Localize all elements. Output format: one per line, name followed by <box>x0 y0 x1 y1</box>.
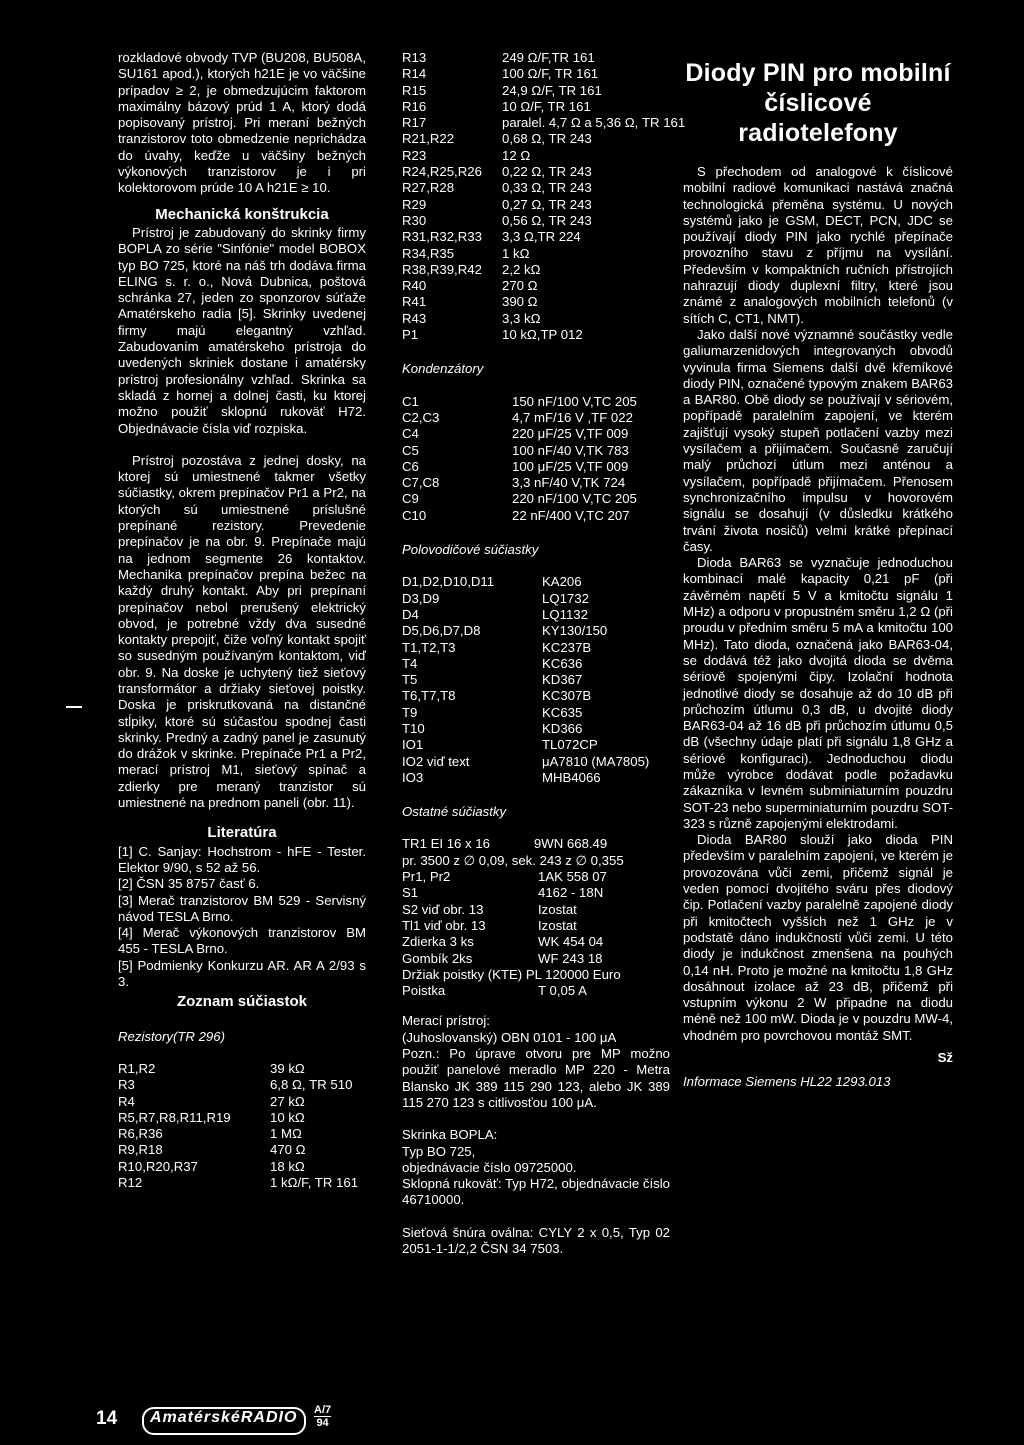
resistor-value: paralel. 4,7 Ω a 5,36 Ω, TR 161 <box>502 115 686 131</box>
magazine-logo-text: AmatérskéRADIO <box>150 1409 298 1426</box>
resistor-designator: R43 <box>402 310 427 326</box>
capacitor-row <box>402 508 670 524</box>
semiconductor-value: LQ1732 <box>542 590 589 606</box>
semiconductor-designator: T6,T7,T8 <box>402 688 456 704</box>
semiconductor-row <box>402 591 670 607</box>
resistor-value: 249 Ω/F,TR 161 <box>502 50 595 65</box>
semiconductor-row <box>402 640 670 656</box>
part-row <box>402 885 670 901</box>
semiconductor-designator: T10 <box>402 720 425 736</box>
capacitor-row <box>402 394 670 410</box>
resistor-designator: R31,R32,R33 <box>402 229 482 245</box>
literature-item: [4] Merač výkonových tranzistorov BM 455 - TESLA Brno. <box>118 925 366 957</box>
literature-item: [1] C. Sanjay: Hochstrom - hFE - Tester. Elektor 9/90, s 52 až 56. <box>118 843 366 875</box>
literature-item: [5] Podmienky Konkurzu AR. AR A 2/93 s 3. <box>118 957 366 990</box>
resistor-row <box>402 50 670 66</box>
capacitor-value: 100 μF/25 V,TF 009 <box>512 458 629 474</box>
issue-bottom: 94 <box>314 1416 331 1429</box>
capacitor-row <box>402 475 670 491</box>
resistor-value: 0,56 Ω, TR 243 <box>502 212 592 228</box>
semiconductor-row <box>402 754 670 770</box>
resistor-value: 1 kΩ/F, TR 161 <box>270 1175 359 1190</box>
part-row <box>402 951 670 967</box>
semiconductor-value: KD366 <box>542 720 583 736</box>
resistor-designator: R9,R18 <box>118 1142 163 1158</box>
resistor-row <box>402 131 670 147</box>
resistor-designator: R16 <box>402 98 427 114</box>
literature-item: [2] ČSN 35 8757 časť 6. <box>118 876 260 892</box>
semiconductor-value: KY130/150 <box>542 623 608 639</box>
resistor-row <box>402 180 670 196</box>
resistor-value: 0,33 Ω, TR 243 <box>502 180 592 196</box>
resistor-row <box>118 1077 366 1093</box>
resistor-value: 100 Ω/F, TR 161 <box>502 66 599 82</box>
resistor-designator: R12 <box>118 1175 143 1190</box>
resistor-value: 39 kΩ <box>270 1060 305 1076</box>
column-middle <box>402 50 686 1257</box>
semiconductor-row <box>402 607 670 623</box>
capacitor-value: 220 μF/25 V,TF 009 <box>512 426 629 442</box>
semiconductor-row <box>402 574 670 590</box>
part-row <box>402 918 670 934</box>
resistor-row <box>402 148 670 164</box>
cord-note: Sieťová šnúra oválna: CYLY 2 x 0,5, Typ 02 2051-1-1/2,2 ČSN 34 7503. <box>402 1224 670 1256</box>
resistor-row <box>402 311 670 327</box>
resistor-designator: R30 <box>402 212 427 228</box>
margin-mark <box>66 706 82 708</box>
capacitor-value: 150 nF/100 V,TC 205 <box>512 393 637 409</box>
capacitor-row <box>402 410 670 426</box>
resistor-row <box>118 1159 366 1175</box>
semiconductor-row <box>402 721 670 737</box>
capacitor-table <box>402 394 670 524</box>
resistor-value: 18 kΩ <box>270 1158 305 1174</box>
part-value: Izostat <box>538 917 577 933</box>
resistor-row <box>118 1110 366 1126</box>
resistor-designator: R4 <box>118 1093 135 1109</box>
capacitor-designator: C4 <box>402 426 419 442</box>
resistor-designator: R3 <box>118 1077 135 1093</box>
resistor-value: 2,2 kΩ <box>502 261 541 277</box>
semiconductor-row <box>402 705 670 721</box>
capacitor-designator: C7,C8 <box>402 475 440 491</box>
part-designator: Tl1 viď obr. 13 <box>402 917 486 933</box>
transformer-winding: pr. 3500 z ∅ 0,09, sek. 243 z ∅ 0,355 <box>402 852 624 868</box>
part-row <box>402 934 670 950</box>
handle-note: Sklopná rukoväť: Typ H72, objednávacie číslo 46710000. <box>402 1176 670 1208</box>
resistor-row <box>402 83 670 99</box>
literature-heading: Literatúra <box>207 824 277 842</box>
capacitor-value: 220 nF/100 V,TC 205 <box>512 491 637 507</box>
capacitor-value: 4,7 mF/16 V ,TF 022 <box>512 409 633 425</box>
semiconductor-row <box>402 688 670 704</box>
article-paragraph-1: S přechodem od analogové k číslicové mobilní radiové komunikaci nastává značná technologická přeměna systému. U nových systémů jako je GSM, DECT, PCN, JDC se používají diody PIN jako rychlé přepínače provozního stavu z příjmu na vysílání. Především v kompaktních ručních přístrojích nahrazují diody duplexní filtry, které jsou známé z analogových mobilních telefonů (v sítích C, CT1, NMT). <box>683 164 953 326</box>
semiconductor-designator: D5,D6,D7,D8 <box>402 623 481 639</box>
resistor-value: 10 Ω/F, TR 161 <box>502 98 591 114</box>
part-value: WF 243 18 <box>538 950 603 966</box>
resistor-designator: R34,R35 <box>402 245 455 261</box>
semiconductors-heading: Polovodičové súčiastky <box>402 542 539 558</box>
capacitor-designator: C2,C3 <box>402 409 440 425</box>
resistor-designator: R5,R7,R8,R11,R19 <box>118 1109 231 1125</box>
meter-note: Pozn.: Po úprave otvoru pre MP možno použiť panelové meradlo MP 220 - Metra Blansko JK 389 115 290 123, alebo JK 389 115 270 123 s citlivosťou 100 μA. <box>402 1046 670 1110</box>
semiconductor-designator: IO3 <box>402 769 424 785</box>
other-parts-table <box>402 869 670 967</box>
article-paragraph-3: Dioda BAR63 se vyznačuje jednoduchou kombinací malé kapacity 0,21 pF (při závěrném napětí 5 V a kmitočtu signálu 1 MHz) a odporu v propustném směru 1,2 Ω (při proudu v předním směru 5 mA a kmitočtu 100 MHz). Tato dioda, označená jako BAR63-04, se dodává též jako dvojitá dioda se dvěma sériově spojenými čipy. Izolační hodnota jednotlivé diody se dosahuje až do 10 dB při průchozím útlumu 0,3 dB, u dvojité diody BAR63-04 až 16 dB při průchozím útlumu 0,5 dB (všechny údaje platí při signálu 1,8 GHz a sériové konfiguraci). Jednoduchou diodu může výrobce dodávat podle požadavku zákazníka v levném subminiaturním pouzdru SOT-23 nebo superminiaturním pouzdru SOT-323 s různě zapojenými elektrodami. <box>683 555 953 831</box>
semiconductor-row <box>402 737 670 753</box>
semiconductor-row <box>402 656 670 672</box>
capacitors-heading: Kondenzátory <box>402 361 484 377</box>
box-order: objednávacie číslo 09725000. <box>402 1159 577 1175</box>
resistor-row <box>402 246 670 262</box>
part-designator: Pr1, Pr2 <box>402 869 451 885</box>
source-note: Informace Siemens HL22 1293.013 <box>683 1074 891 1090</box>
semiconductor-row <box>402 623 670 639</box>
part-row <box>402 869 670 885</box>
capacitor-row <box>402 426 670 442</box>
semiconductor-value: KC636 <box>542 655 583 671</box>
resistor-designator: R14 <box>402 66 427 82</box>
semiconductor-value: KC307B <box>542 688 592 704</box>
part-value: WK 454 04 <box>538 934 604 950</box>
resistor-designator: R17 <box>402 115 427 131</box>
resistor-value: 6,8 Ω, TR 510 <box>270 1077 353 1093</box>
resistor-value: 3,3 Ω,TR 224 <box>502 229 581 245</box>
semiconductor-row <box>402 672 670 688</box>
parts-heading: Zoznam súčiastok <box>176 993 308 1011</box>
semiconductor-value: KA206 <box>542 574 582 590</box>
column-right <box>683 50 953 1091</box>
column-left <box>118 50 366 1191</box>
capacitor-row <box>402 491 670 507</box>
resistor-row <box>402 164 670 180</box>
semiconductor-designator: D4 <box>402 606 419 622</box>
capacitor-designator: C6 <box>402 458 419 474</box>
semiconductor-designator: D3,D9 <box>402 590 440 606</box>
author-signature: Sž <box>937 1050 953 1066</box>
part-designator: Zdierka 3 ks <box>402 934 474 950</box>
resistor-designator: R15 <box>402 82 427 98</box>
box-type: Typ BO 725, <box>402 1143 476 1159</box>
resistor-designator: R38,R39,R42 <box>402 261 482 277</box>
semiconductor-designator: IO2 viď text <box>402 753 470 769</box>
resistor-value: 1 MΩ <box>270 1126 302 1142</box>
resistor-value: 1 kΩ <box>502 245 530 261</box>
mech-paragraph-2: Prístroj pozostáva z jednej dosky, na ktorej sú umiestnené takmer všetky súčiastky, okrem prepínačov Pr1 a Pr2, na ktorých sú umiestnené príslušné prepínané rezistory. Prevedenie prepínačov je na obr. 9. Prepínače majú na jednom segmente 26 kontaktov. Mechanika prepínačov prepína bežec na každý druhý kontakt. Aby pri prepínaní prepínačov nebol prerušený elektrický obvod, je potrebné vždy dva susedné kontakty prepojiť, čiže voľný kontakt spojiť so susedným používaným kontaktom, viď obr. 9. Na doske je uchytený tiež sieťový transformátor a držiaky sieťovej poistky. Doska je priskrutkovaná na distančné stĺpiky, ktoré sú súčasťou spodnej časti skrinky. Predný a zadný panel je zasunutý do drážok v skrinke. Prepínače Pr1 a Pr2, merací prístroj M1, sieťový spínač a zdierky pre meraný tranzistor sú umiestnené na prednom paneli (obr. 11). <box>118 452 366 811</box>
transformer-line: TR1 EI 16 x 16 9WN 668.49 <box>402 836 608 852</box>
resistor-row <box>402 229 670 245</box>
semiconductor-value: μA7810 (MA7805) <box>542 753 650 769</box>
part-designator: S2 viď obr. 13 <box>402 901 484 917</box>
capacitor-row <box>402 443 670 459</box>
resistor-designator: R6,R36 <box>118 1126 163 1142</box>
part-designator: S1 <box>402 885 419 901</box>
article-paragraph-4: Dioda BAR80 slouží jako dioda PIN především v paralelním zapojení, ve kterém je provozována vůči zemi, přičemž signál je veden pomocí dvojitého sváru přes diodový čip. Potlačení vazby paralelně zapojené diody při kmitočtech vyšších než 1 GHz je v podstatě dáno indukčností vůči zemi. U této diody je indukčnost zmenšena na pouhých 0,14 nH. Proto je možné na kmitočtu 1,8 GHz dosáhnout izolace až 23 dB, přičemž při vstupním výkonu 2 W připadne na diodu méně než 100 mW. Dioda je v pouzdru MW-4, vhodném pro povrchovou montáž SMT. <box>683 832 953 1043</box>
capacitor-value: 3,3 nF/40 V,TK 724 <box>512 475 626 491</box>
resistor-designator: R21,R22 <box>402 131 455 147</box>
fuse-value: T 0,05 A <box>538 983 587 999</box>
semiconductor-designator: IO1 <box>402 737 424 753</box>
mech-paragraph-1: Prístroj je zabudovaný do skrinky firmy BOPLA zo série "Sinfónie" model BOBOX typ BO 725, ktoré na náš trh dodáva firma ELING s. r. o., Nová Dubnica, poštová schránka 27, jeden zo sponzorov súťaže Amatérskeho radia [5]. Skrinky uvedenej firmy majú elegantný vzhľad. Zabudovaním amatérskeho prístroja do uvedených skriniek dostane i amatérsky prístroj profesionálny vzhľad. Skrinka sa skladá z hornej a dolnej časti, ku ktorej možno použiť sklopnú rukoväť H72. Objednávacie čísla viď rozpiska. <box>118 224 366 436</box>
article-paragraph-2: Jako další nové významné součástky vedle galiumarzenidových integrovaných obvodů vyvinula firma Siemens další dvě křemíkové diody PIN, označené typovým znakem BAR63 a BAR80. Obě diody se používají v sériovém, popřípadě paralelním zapojení, ve kterém zajišťují vysoký stupeň potlačení vazby mezi vysílačem a přijímačem. Současně zaručují malý průchozí útlum mezi anténou a vysílačem, popřípadě přijímačem. Přenosem synchronizačního impulsu v hovorovém signálu se dosahují (v důsledku krátkého trvání života nosičů) velmi krátké přepínací časy. <box>683 326 953 554</box>
part-designator: Gombík 2ks <box>402 950 473 966</box>
capacitor-row <box>402 459 670 475</box>
intro-paragraph: rozkladové obvody TVP (BU208, BU508A, SU161 apod.), ktorých h21E je vo väčšine prípadov ≥ 2, je obmedzujúcim faktorom maximálny bázový prúd 1 A, ktorý dodá popisovaný prístroj. Pri meraní bežných tranzistorov toto obmedzenie neprichádza do úvahy, keďže u väčšiny bežných výkonových tranzistorov je i pri kolektorovom prúde 10 A h21E ≥ 10. <box>118 50 366 196</box>
fuse-holder: Držiak poistky (KTE) PL 120000 Euro <box>402 966 621 982</box>
resistor-value: 12 Ω <box>502 147 531 163</box>
resistor-designator: R40 <box>402 278 427 294</box>
fuse-label: Poistka <box>402 983 446 999</box>
resistor-value: 0,68 Ω, TR 243 <box>502 131 592 147</box>
resistor-table-1 <box>118 1061 366 1191</box>
semiconductor-value: KD367 <box>542 672 583 688</box>
resistor-row <box>118 1126 366 1142</box>
part-row <box>402 902 670 918</box>
resistor-row <box>402 99 670 115</box>
resistor-designator: R10,R20,R37 <box>118 1158 198 1174</box>
resistor-row <box>402 197 670 213</box>
part-value: Izostat <box>538 901 577 917</box>
issue-top: A/7 <box>314 1404 332 1416</box>
meter-type: (Juhoslovanský) OBN 0101 - 100 μA <box>402 1029 617 1045</box>
resistor-designator: R1,R2 <box>118 1060 156 1076</box>
part-value: 4162 - 18N <box>538 885 604 901</box>
literature-item: [3] Merač tranzistorov BM 529 - Servisný návod TESLA Brno. <box>118 892 366 924</box>
resistor-designator: R24,R25,R26 <box>402 164 482 180</box>
capacitor-value: 22 nF/400 V,TC 207 <box>512 507 630 523</box>
resistor-row <box>402 294 670 310</box>
semiconductor-designator: T9 <box>402 704 418 720</box>
resistor-value: 10 kΩ,TP 012 <box>502 327 583 343</box>
part-value: 1AK 558 07 <box>538 869 607 885</box>
resistor-value: 0,27 Ω, TR 243 <box>502 196 592 212</box>
resistor-designator: R13 <box>402 50 427 65</box>
semiconductor-designator: D1,D2,D10,D11 <box>402 574 495 590</box>
capacitor-designator: C5 <box>402 442 419 458</box>
capacitor-designator: C9 <box>402 491 419 507</box>
resistor-row <box>402 278 670 294</box>
semiconductor-value: KC635 <box>542 704 583 720</box>
semiconductor-designator: T4 <box>402 655 418 671</box>
resistor-row <box>402 213 670 229</box>
mech-heading: Mechanická konštrukcia <box>155 205 329 223</box>
resistor-designator: R29 <box>402 196 427 212</box>
semiconductor-value: TL072CP <box>542 737 598 753</box>
literature-list <box>118 844 366 991</box>
resistor-designator: R23 <box>402 147 427 163</box>
resistor-table-2 <box>402 50 686 343</box>
page-number: 14 <box>96 1408 118 1429</box>
resistor-value: 270 Ω <box>502 278 538 294</box>
semiconductor-designator: T1,T2,T3 <box>402 639 456 655</box>
resistor-value: 24,9 Ω/F, TR 161 <box>502 82 602 98</box>
resistor-designator: P1 <box>402 327 419 343</box>
resistor-row <box>402 66 670 82</box>
semiconductor-table <box>402 574 670 786</box>
article-title: Diody PIN pro mobilní číslicové radiotelefony <box>685 59 951 147</box>
resistor-row <box>402 262 670 278</box>
resistor-row <box>402 327 670 343</box>
resistors-heading: Rezistory(TR 296) <box>118 1028 225 1044</box>
semiconductor-value: KC237B <box>542 639 592 655</box>
resistor-value: 390 Ω <box>502 294 538 310</box>
resistor-value: 27 kΩ <box>270 1093 305 1109</box>
resistor-value: 470 Ω <box>270 1142 306 1158</box>
semiconductor-designator: T5 <box>402 672 418 688</box>
meter-label: Merací prístroj: <box>402 1013 490 1029</box>
resistor-row <box>118 1061 366 1077</box>
capacitor-value: 100 nF/40 V,TK 783 <box>512 442 629 458</box>
resistor-value: 3,3 kΩ <box>502 310 541 326</box>
box-label: Skrinka BOPLA: <box>402 1127 498 1143</box>
semiconductor-value: LQ1132 <box>542 606 588 622</box>
other-parts-heading: Ostatné súčiastky <box>402 804 507 820</box>
resistor-designator: R41 <box>402 294 427 310</box>
resistor-value: 0,22 Ω, TR 243 <box>502 164 592 180</box>
semiconductor-value: MHB4066 <box>542 769 601 785</box>
capacitor-designator: C1 <box>402 393 419 409</box>
resistor-row <box>118 1175 366 1191</box>
resistor-designator: R27,R28 <box>402 180 455 196</box>
resistor-row <box>402 115 686 131</box>
capacitor-designator: C10 <box>402 507 427 523</box>
resistor-row <box>118 1094 366 1110</box>
semiconductor-row <box>402 770 670 786</box>
resistor-value: 10 kΩ <box>270 1109 305 1125</box>
resistor-row <box>118 1142 366 1158</box>
issue-number <box>314 1404 331 1429</box>
fuse-row <box>402 983 670 999</box>
